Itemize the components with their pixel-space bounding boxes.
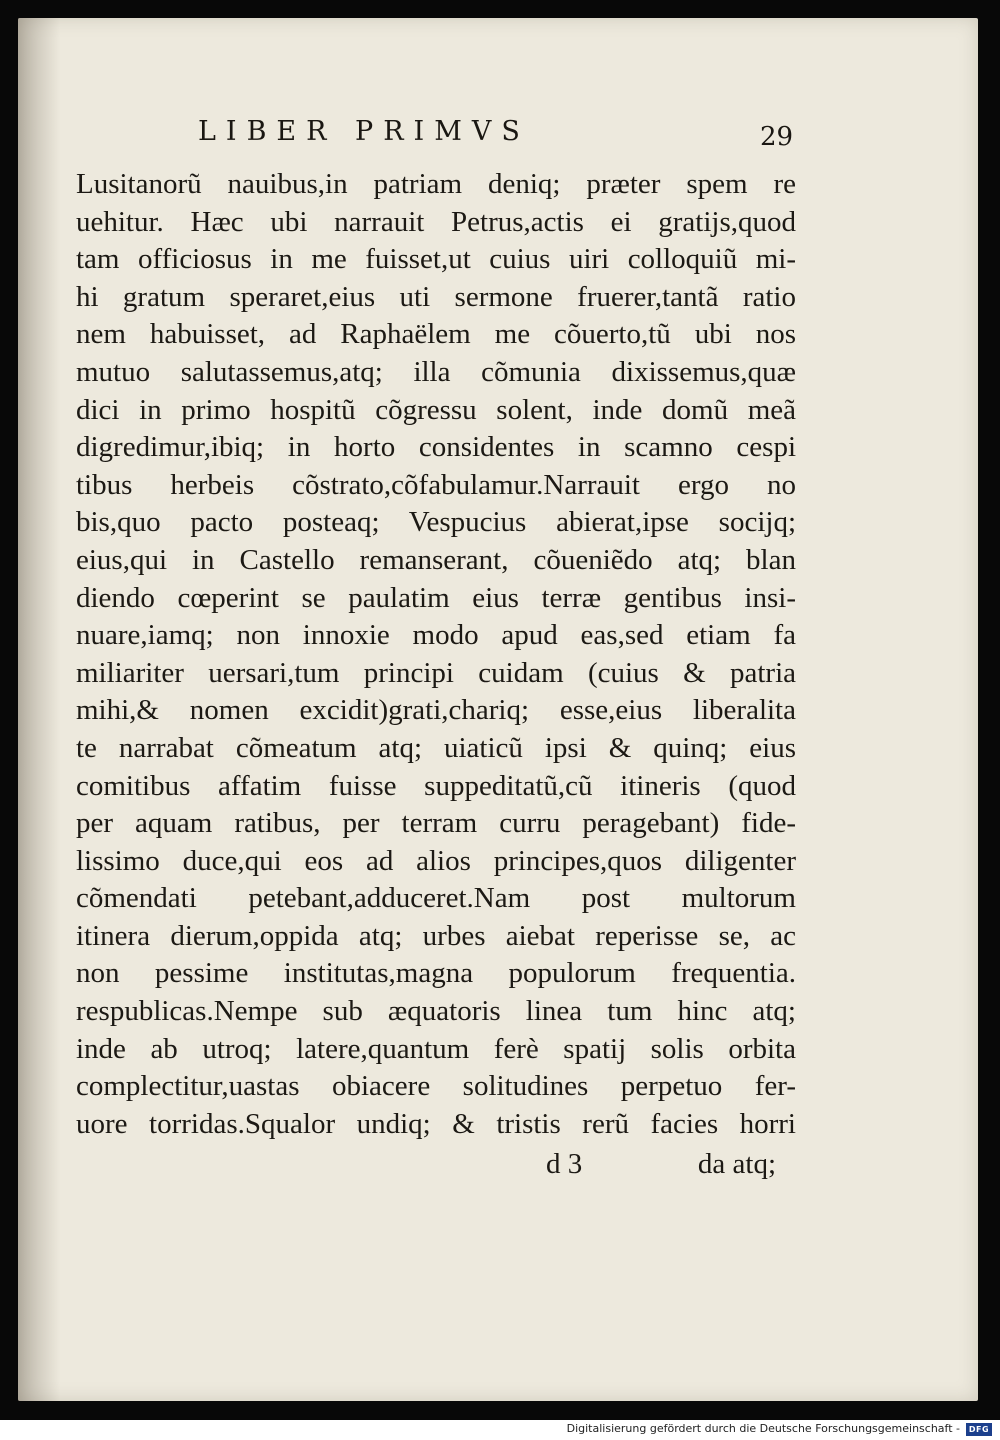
- text-line: cõmendati petebant,adduceret.Nam post multorum: [76, 882, 796, 915]
- text-line: uore torridas.Squalor undiq; & tristis rerũ facies horri: [76, 1107, 796, 1140]
- book-page: [18, 18, 978, 1401]
- text-line: bis,quo pacto posteaq; Vespucius abierat,ipse socijq;: [76, 506, 796, 539]
- signature-mark: d 3: [546, 1148, 583, 1180]
- text-line: per aquam ratibus, per terram curru peragebant) fide-: [76, 807, 796, 840]
- text-line: hi gratum speraret,eius uti sermone fruerer,tantã ratio: [76, 280, 796, 313]
- text-line: nem habuisset, ad Raphaëlem me cõuerto,tũ ubi nos: [76, 318, 796, 351]
- text-line: Lusitanorũ nauibus,in patriam deniq; præter spem re: [76, 168, 796, 200]
- text-line: itinera dierum,oppida atq; urbes aiebat reperisse se, ac: [76, 919, 796, 952]
- text-line: uehitur. Hæc ubi narrauit Petrus,actis ei gratijs,quod: [76, 205, 796, 238]
- main-text-block: [76, 166, 796, 1143]
- running-head: LIBER PRIMVS: [198, 116, 530, 147]
- catchword: da atq;: [697, 1148, 776, 1180]
- text-line: inde ab utroq; latere,quantum ferè spatij solis orbita: [76, 1032, 796, 1065]
- text-line: mutuo salutassemus,atq; illa cõmunia dixissemus,quæ: [76, 355, 796, 388]
- funding-credit-text: Digitalisierung gefördert durch die Deutsche Forschungsgemeinschaft -: [566, 1422, 960, 1435]
- text-line: nuare,iamq; non innoxie modo apud eas,sed etiam fa: [76, 619, 796, 652]
- text-line: comitibus affatim fuisse suppeditatũ,cũ itineris (quod: [76, 769, 796, 802]
- text-line: tam officiosus in me fuisset,ut cuius uiri colloquiũ mi-: [76, 243, 796, 276]
- text-line: dici in primo hospitũ cõgressu solent, inde domũ meã: [76, 393, 796, 426]
- page-gutter-shadow: [18, 18, 60, 1401]
- text-line: mihi,& nomen excidit)grati,chariq; esse,eius liberalita: [76, 694, 796, 727]
- text-line: te narrabat cõmeatum atq; uiaticũ ipsi & quinq; eius: [76, 731, 796, 764]
- text-line: complectitur,uastas obiacere solitudines perpetuo fer-: [76, 1070, 796, 1103]
- text-line: lissimo duce,qui eos ad alios principes,quos diligenter: [76, 844, 796, 877]
- signature-catchword-line: [76, 1148, 776, 1188]
- text-line: tibus herbeis cõstrato,cõfabulamur.Narrauit ergo no: [76, 468, 796, 501]
- text-line: diendo cœperint se paulatim eius terræ gentibus insi-: [76, 581, 796, 614]
- text-line: digredimur,ibiq; in horto considentes in scamno cespi: [76, 431, 796, 464]
- folio-number: 29: [760, 122, 794, 152]
- funding-footer: [0, 1420, 1000, 1440]
- text-line: respublicas.Nempe sub æquatoris linea tum hinc atq;: [76, 995, 796, 1028]
- dfg-logo-icon: DFG: [966, 1423, 992, 1436]
- text-line: eius,qui in Castello remanserant, cõueniẽdo atq; blan: [76, 543, 796, 576]
- text-line: miliariter uersari,tum principi cuidam (cuius & patria: [76, 656, 796, 689]
- text-line: non pessime institutas,magna populorum frequentia.: [76, 957, 796, 990]
